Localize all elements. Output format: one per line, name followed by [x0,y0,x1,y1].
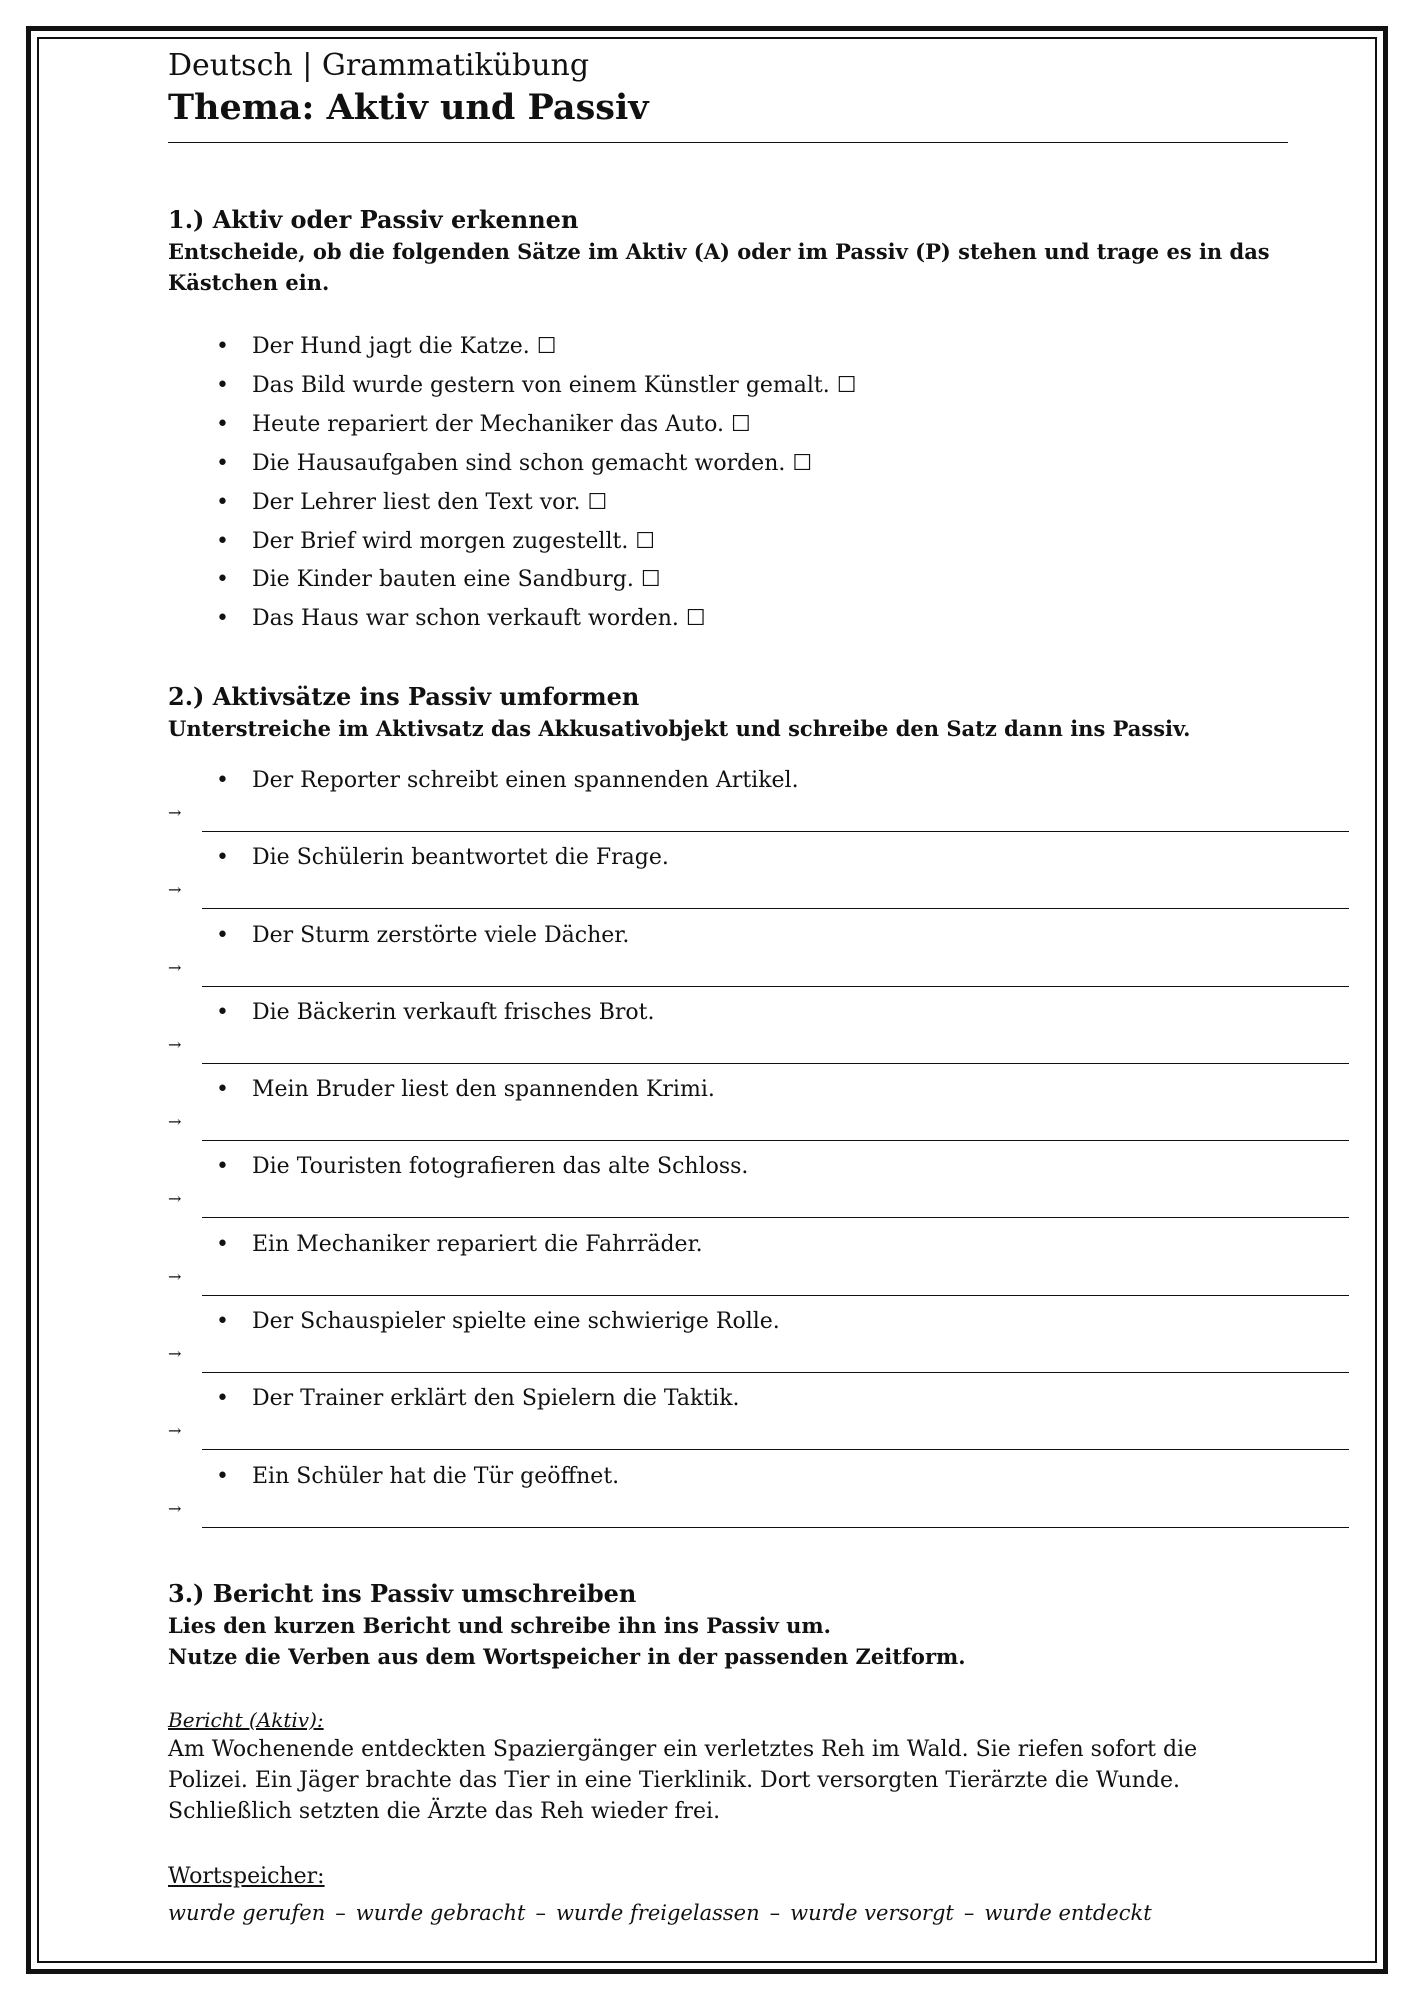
answer-line[interactable] [202,1372,1349,1373]
bullet-icon: • [216,528,229,554]
exercise-item [168,917,1188,994]
active-sentence: Der Sturm zerstörte viele Dächer. [252,922,630,948]
subject-line: Deutsch | Grammatikübung [168,48,590,83]
answer-line[interactable] [202,986,1349,987]
separator: – [963,1901,975,1925]
arrow-icon: → [168,1421,182,1441]
word-item: wurde versorgt [790,1901,954,1925]
arrow-icon: → [168,1498,182,1518]
answer-line[interactable] [202,1449,1349,1450]
bullet-icon: • [216,372,229,398]
exercise-item [168,1226,1188,1303]
exercise-item [168,1303,1188,1380]
word-item: wurde gerufen [168,1901,326,1925]
active-sentence: Ein Mechaniker repariert die Fahrräder. [252,1231,703,1257]
answer-line[interactable] [202,831,1349,832]
list-item: • Die Hausaufgaben sind schon gemacht worden. ☐ [216,445,1288,484]
section-3-title: 3.) Bericht ins Passiv umschreiben [168,1579,637,1608]
list-item: • Heute repariert der Mechaniker das Auto. ☐ [216,406,1288,445]
bullet-icon: • [216,606,229,632]
exercise-item [168,1380,1188,1457]
answer-line[interactable] [202,1527,1349,1528]
section-2-title: 2.) Aktivsätze ins Passiv umformen [168,682,640,711]
separator: – [335,1901,346,1925]
list-item: • Der Lehrer liest den Text vor. ☐ [216,484,1288,523]
answer-line[interactable] [202,1063,1349,1064]
active-sentence: Der Trainer erklärt den Spielern die Taktik. [252,1386,740,1412]
bullet-icon: • [216,999,229,1025]
exercise-item [168,839,1188,916]
list-item: • Das Haus war schon verkauft worden. ☐ [216,600,1288,639]
answer-line[interactable] [202,1140,1349,1141]
active-sentence: Der Reporter schreibt einen spannenden Artikel. [252,768,799,793]
list-item: • Das Bild wurde gestern von einem Künstler gemalt. ☐ [216,367,1288,406]
exercise-item [168,994,1188,1071]
bullet-icon: • [216,922,229,948]
bullet-icon: • [216,1386,229,1412]
bullet-icon: • [216,768,229,793]
answer-line[interactable] [202,908,1349,909]
exercise-item [168,762,1188,839]
wortspeicher [168,1898,1152,1928]
arrow-icon: → [168,1112,182,1132]
bullet-icon: • [216,334,229,359]
exercise-item [168,1071,1188,1148]
bullet-icon: • [216,1309,229,1335]
bullet-icon: • [216,567,229,593]
answer-line[interactable] [202,1217,1349,1218]
active-sentence: Die Schülerin beantwortet die Frage. [252,845,669,871]
section-3-instruction-2: Nutze die Verben aus dem Wortspeicher in der passenden Zeitform. [168,1644,966,1669]
section-1 [168,204,1288,639]
section-2 [168,681,1288,744]
bullet-icon: • [216,1231,229,1257]
active-sentence: Die Touristen fotografieren das alte Schloss. [252,1154,749,1180]
bullet-icon: • [216,1077,229,1103]
worksheet-title: Thema: Aktiv und Passiv [168,87,649,128]
section-1-title: 1.) Aktiv oder Passiv erkennen [168,205,579,234]
answer-line[interactable] [202,1295,1349,1296]
separator: – [769,1901,781,1925]
active-sentence: Der Schauspieler spielte eine schwierige Rolle. [252,1309,780,1335]
exercise-list [168,762,1188,1535]
bullet-icon: • [216,1154,229,1180]
bullet-icon: • [216,1463,229,1489]
arrow-icon: → [168,1266,182,1286]
active-sentence: Mein Bruder liest den spannenden Krimi. [252,1077,715,1103]
separator: – [535,1901,546,1925]
header-divider [168,142,1288,143]
sentence-list [168,328,1288,639]
arrow-icon: → [168,1189,182,1209]
section-2-instruction: Unterstreiche im Aktivsatz das Akkusativobjekt und schreibe den Satz dann ins Passiv. [168,716,1191,741]
word-item: wurde gebracht [355,1901,526,1925]
arrow-icon: → [168,1344,182,1364]
section-3-instruction-1: Lies den kurzen Bericht und schreibe ihn ins Passiv um. [168,1613,831,1638]
active-sentence: Ein Schüler hat die Tür geöffnet. [252,1463,620,1489]
list-item: • Der Hund jagt die Katze. ☐ [216,328,1288,367]
exercise-item [168,1148,1188,1225]
arrow-icon: → [168,1034,182,1054]
exercise-item [168,1458,1188,1535]
section-1-instruction: Entscheide, ob die folgenden Sätze im Aktiv (A) oder im Passiv (P) stehen und trage es in das Kästchen ein. [168,239,1270,295]
arrow-icon: → [168,957,182,977]
report-text: Am Wochenende entdeckten Spaziergänger ein verletztes Reh im Wald. Sie riefen sofort die Polizei. Ein Jäger brachte das Tier in eine Tierklinik. Dort versorgten Tierärzte die Wunde. Schließlich setzten die Ärzte das Reh wieder frei. [168,1737,1198,1824]
word-item: wurde entdeckt [984,1901,1152,1925]
bullet-icon: • [216,489,229,515]
active-sentence: Die Bäckerin verkauft frisches Brot. [252,999,655,1025]
header [168,46,1288,130]
list-item: • Die Kinder bauten eine Sandburg. ☐ [216,561,1288,600]
wortspeicher-label: Wortspeicher: [168,1864,325,1889]
section-3 [168,1578,1288,1672]
arrow-icon: → [168,803,182,822]
word-item: wurde freigelassen [555,1901,760,1925]
list-item: • Der Brief wird morgen zugestellt. ☐ [216,523,1288,562]
bullet-icon: • [216,450,229,476]
bullet-icon: • [216,845,229,871]
report-label: Bericht (Aktiv): [168,1708,324,1732]
arrow-icon: → [168,880,182,900]
bullet-icon: • [216,411,229,437]
